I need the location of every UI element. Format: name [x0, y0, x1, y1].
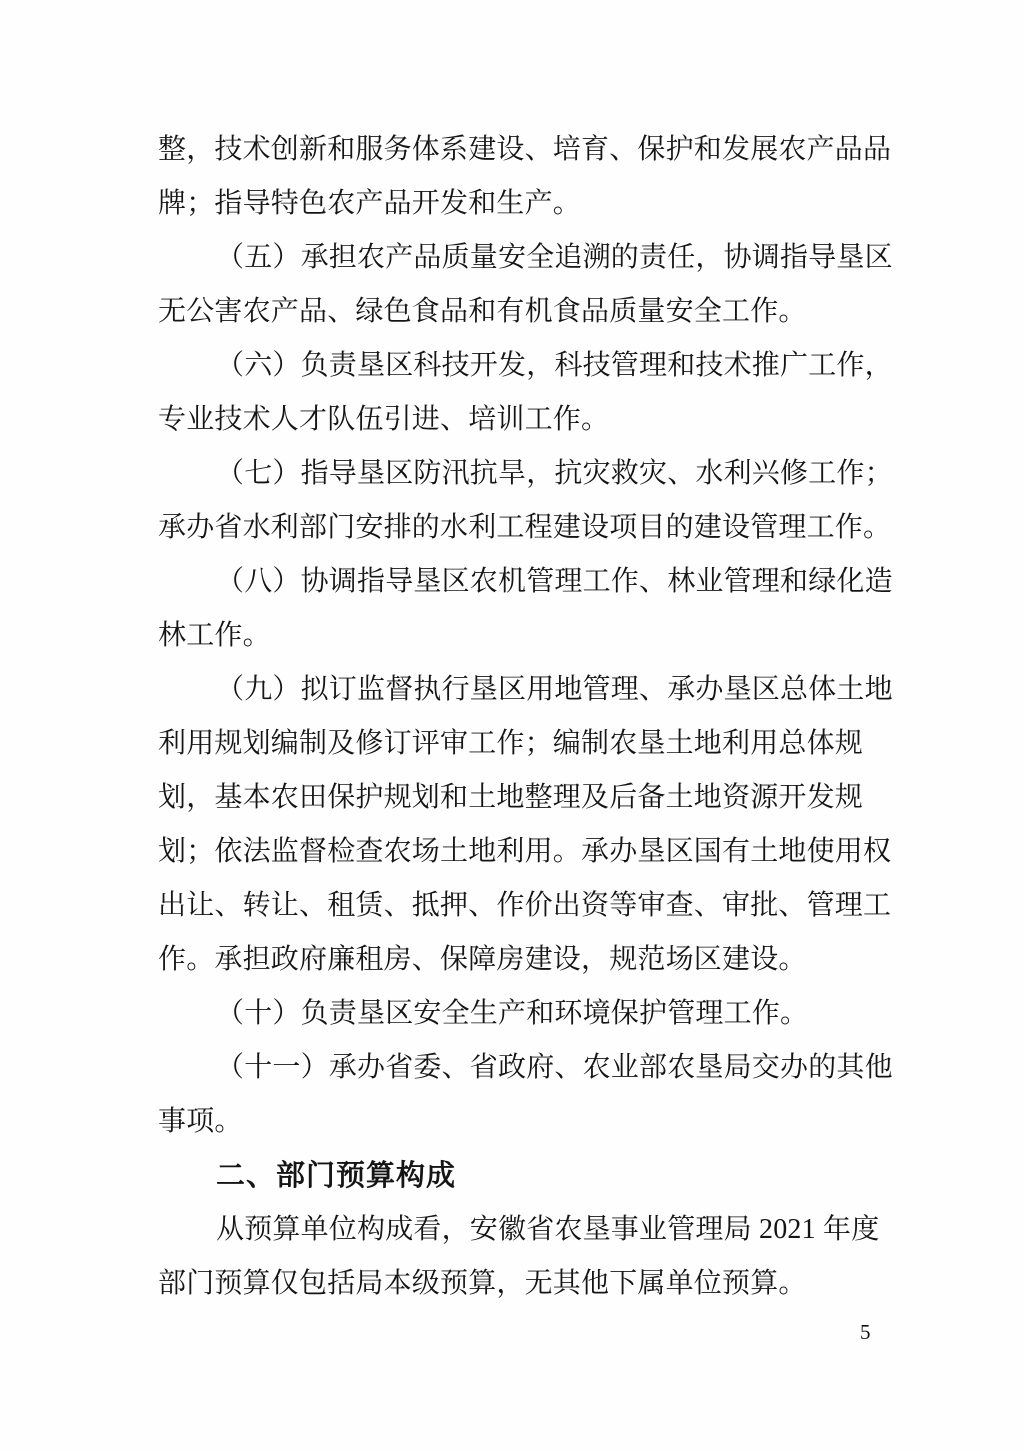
section-heading: 二、部门预算构成 [216, 1160, 457, 1192]
text-line: 划，基本农田保护规划和土地整理及后备土地资源开发规 [158, 782, 864, 813]
text-line: 牌；指导特色农产品开发和生产。 [158, 188, 582, 219]
text-line: 部门预算仅包括局本级预算，无其他下属单位预算。 [158, 1268, 807, 1299]
text-line: （七）指导垦区防汛抗旱，抗灾救灾、水利兴修工作； [216, 458, 893, 489]
text-line: 从预算单位构成看，安徽省农垦事业管理局 2021 年度 [216, 1214, 880, 1245]
text-line: 作。承担政府廉租房、保障房建设，规范场区建设。 [158, 944, 807, 975]
text-line: （九）拟订监督执行垦区用地管理、承办垦区总体土地 [216, 674, 893, 705]
text-line: 利用规划编制及修订评审工作；编制农垦土地利用总体规 [158, 728, 864, 759]
text-line: 整，技术创新和服务体系建设、培育、保护和发展农产品品 [158, 134, 892, 165]
text-line: 林工作。 [158, 620, 271, 651]
text-line: （十一）承办省委、省政府、农业部农垦局交办的其他 [216, 1052, 893, 1083]
text-line: 承办省水利部门安排的水利工程建设项目的建设管理工作。 [158, 512, 892, 543]
text-line: （六）负责垦区科技开发，科技管理和技术推广工作， [216, 350, 893, 381]
text-line: （五）承担农产品质量安全追溯的责任，协调指导垦区 [216, 242, 893, 273]
text-line: 出让、转让、租赁、抵押、作价出资等审查、审批、管理工 [158, 890, 892, 921]
text-line: 划；依法监督检查农场土地利用。承办垦区国有土地使用权 [158, 836, 892, 867]
page-number: 5 [860, 1320, 871, 1344]
text-line: 无公害农产品、绿色食品和有机食品质量安全工作。 [158, 296, 807, 327]
text-line: （八）协调指导垦区农机管理工作、林业管理和绿化造 [216, 566, 893, 597]
text-line: （十）负责垦区安全生产和环境保护管理工作。 [216, 998, 809, 1029]
text-line: 专业技术人才队伍引进、培训工作。 [158, 404, 610, 435]
document-body [158, 123, 893, 1311]
text-line: 事项。 [158, 1106, 243, 1137]
